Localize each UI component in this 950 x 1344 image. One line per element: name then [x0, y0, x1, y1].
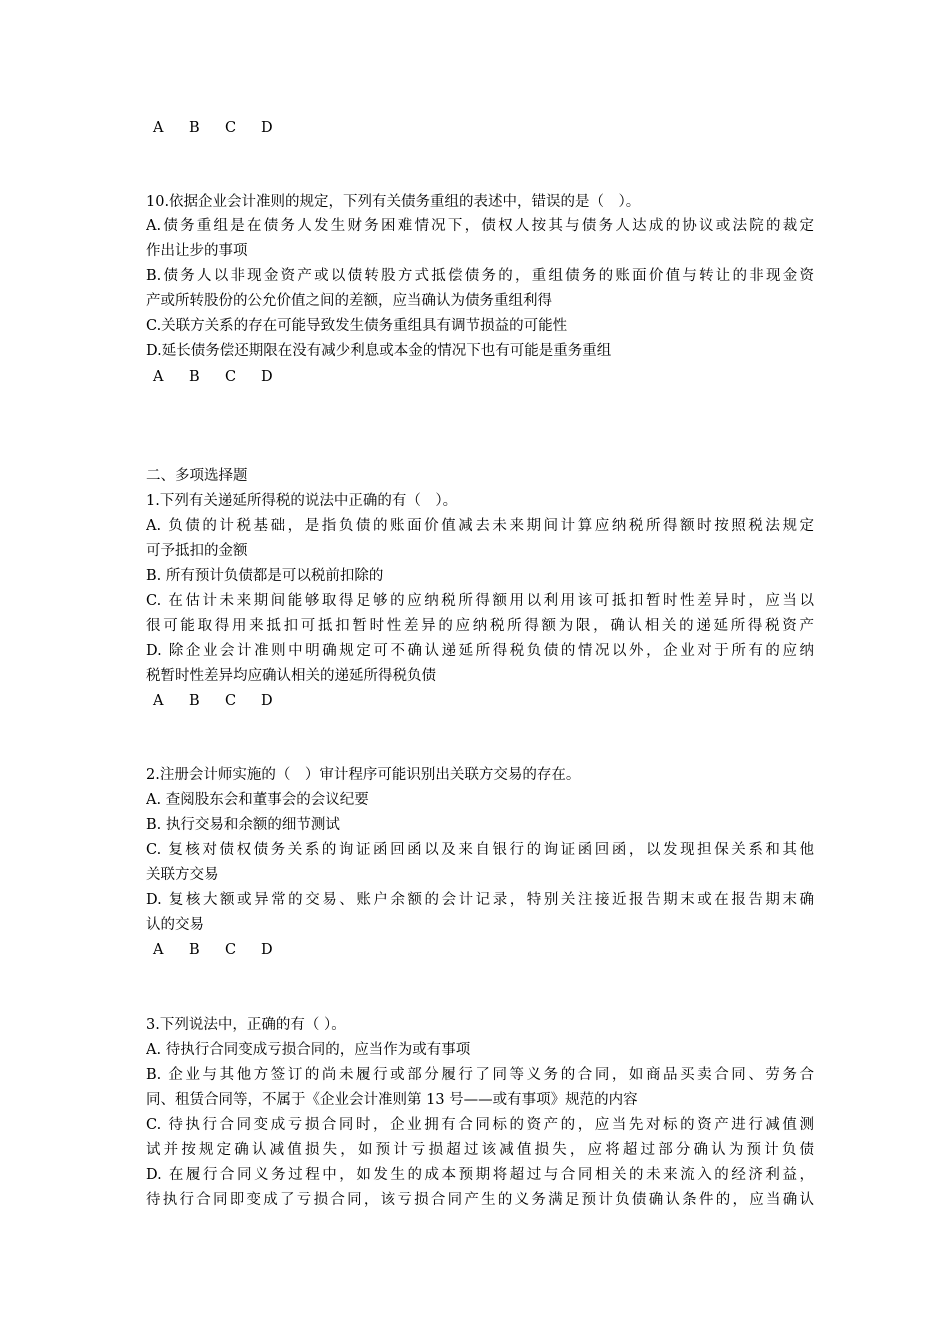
answer-options-mc1	[153, 691, 297, 711]
section-heading: 二、多项选择题	[146, 468, 248, 484]
mc-2-option-c: C. 复核对债权债务关系的询证函回函以及来自银行的询证函回函，以发现担保关系和其他	[146, 842, 814, 858]
option-b[interactable]: B	[189, 693, 200, 709]
mc-2-option-a: A. 查阅股东会和董事会的会议纪要	[146, 792, 369, 808]
mc-2-option-c-cont: 关联方交易	[146, 867, 219, 883]
mc-1-option-c: C. 在估计未来期间能够取得足够的应纳税所得额用以利用该可抵扣暂时性差异时，应当以	[146, 593, 814, 609]
mc-2-stem: 2.注册会计师实施的（ ）审计程序可能识别出关联方交易的存在。	[146, 767, 581, 783]
option-c[interactable]: C	[225, 120, 237, 136]
question-10-option-b-cont: 产或所转股份的公允价值之间的差额，应当确认为债务重组利得	[146, 293, 552, 309]
option-a[interactable]: A	[153, 369, 164, 385]
option-a[interactable]: A	[153, 120, 164, 136]
option-b[interactable]: B	[189, 942, 200, 958]
option-d[interactable]: D	[261, 693, 273, 709]
mc-2-option-b: B. 执行交易和余额的细节测试	[146, 817, 340, 833]
question-10-option-c: C.关联方关系的存在可能导致发生债务重组具有调节损益的可能性	[146, 318, 568, 334]
question-10-stem: 10.依据企业会计准则的规定，下列有关债务重组的表述中，错误的是（ ）。	[146, 194, 641, 210]
option-d[interactable]: D	[261, 120, 273, 136]
mc-1-option-b: B. 所有预计负债都是可以税前扣除的	[146, 568, 384, 584]
mc-3-stem: 3.下列说法中，正确的有（ ）。	[146, 1017, 346, 1033]
mc-1-option-c-cont: 很可能取得用来抵扣可抵扣暂时性差异的应纳税所得额为限，确认相关的递延所得税资产	[146, 618, 814, 634]
question-10-option-a: A.债务重组是在债务人发生财务困难情况下，债权人按其与债务人达成的协议或法院的裁定	[146, 218, 814, 234]
question-10-option-d: D.延长债务偿还期限在没有减少利息或本金的情况下也有可能是重务重组	[146, 343, 612, 359]
mc-2-option-d-cont: 认的交易	[146, 917, 204, 933]
mc-3-option-d-cont: 待执行合同即变成了亏损合同，该亏损合同产生的义务满足预计负债确认条件的，应当确认	[146, 1192, 814, 1208]
mc-3-option-b: B. 企业与其他方签订的尚未履行或部分履行了同等义务的合同，如商品买卖合同、劳务合	[146, 1067, 814, 1083]
mc-3-option-c: C. 待执行合同变成亏损合同时，企业拥有合同标的资产的，应当先对标的资产进行减值测	[146, 1117, 814, 1133]
option-d[interactable]: D	[261, 942, 273, 958]
option-b[interactable]: B	[189, 369, 200, 385]
answer-options-q10	[153, 367, 297, 387]
answer-options-q9	[153, 118, 297, 138]
option-a[interactable]: A	[153, 942, 164, 958]
option-c[interactable]: C	[225, 693, 237, 709]
question-10-option-a-cont: 作出让步的事项	[146, 243, 248, 259]
answer-options-mc2	[153, 940, 297, 960]
mc-3-option-b-cont: 同、租赁合同等，不属于《企业会计准则第 13 号——或有事项》规范的内容	[146, 1092, 638, 1108]
mc-2-option-d: D. 复核大额或异常的交易、账户余额的会计记录，特别关注接近报告期末或在报告期末确	[146, 892, 814, 908]
mc-1-option-d-cont: 税暂时性差异均应确认相关的递延所得税负债	[146, 668, 436, 684]
mc-1-option-a: A. 负债的计税基础，是指负债的账面价值减去未来期间计算应纳税所得额时按照税法规定	[146, 518, 814, 534]
option-c[interactable]: C	[225, 369, 237, 385]
question-10-option-b: B.债务人以非现金资产或以债转股方式抵偿债务的，重组债务的账面价值与转让的非现金资	[146, 268, 814, 284]
mc-1-stem: 1.下列有关递延所得税的说法中正确的有（ ）。	[146, 493, 458, 509]
mc-3-option-a: A. 待执行合同变成亏损合同的，应当作为或有事项	[146, 1042, 471, 1058]
option-b[interactable]: B	[189, 120, 200, 136]
option-c[interactable]: C	[225, 942, 237, 958]
option-d[interactable]: D	[261, 369, 273, 385]
mc-1-option-a-cont: 可予抵扣的金额	[146, 543, 248, 559]
mc-1-option-d: D. 除企业会计准则中明确规定可不确认递延所得税负债的情况以外，企业对于所有的应纳	[146, 643, 814, 659]
mc-3-option-d: D. 在履行合同义务过程中，如发生的成本预期将超过与合同相关的未来流入的经济利益，	[146, 1167, 814, 1183]
option-a[interactable]: A	[153, 693, 164, 709]
mc-3-option-c-cont: 试并按规定确认减值损失，如预计亏损超过该减值损失，应将超过部分确认为预计负债	[146, 1142, 814, 1158]
